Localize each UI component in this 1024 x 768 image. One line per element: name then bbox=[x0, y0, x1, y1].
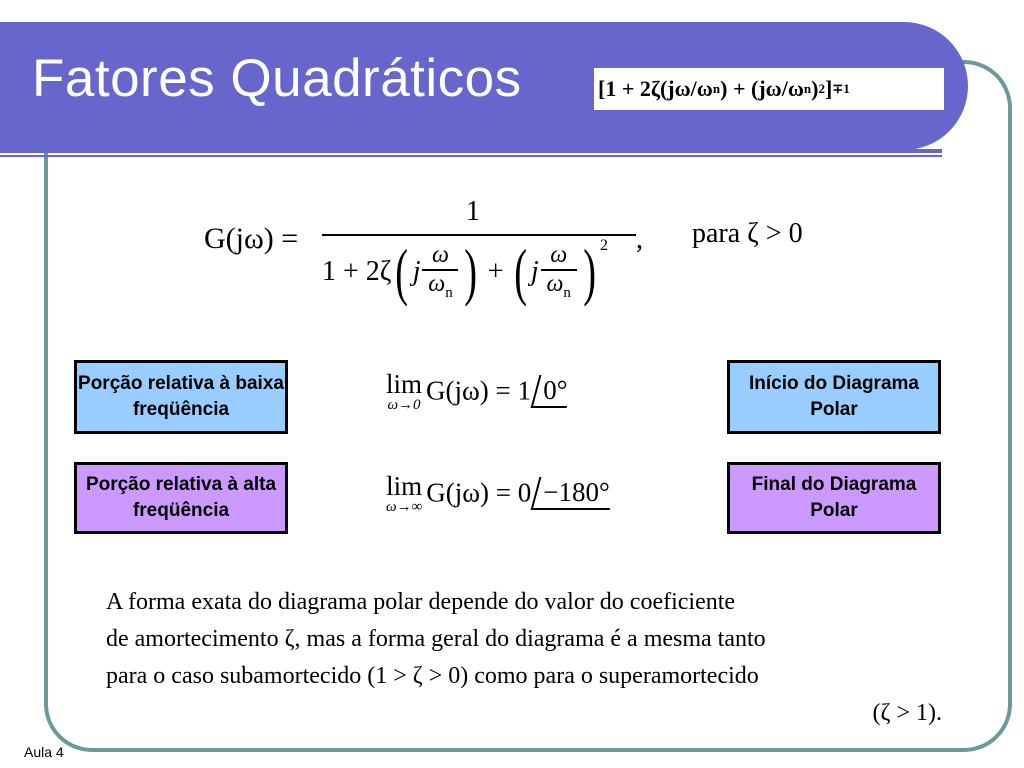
formula-lhs: G(jω) = bbox=[204, 222, 299, 255]
formula-condition: para ζ > 0 bbox=[692, 218, 803, 249]
explanation-paragraph: A forma exata do diagrama polar depende do valor do coeficiente de amortecimento ζ, mas a forma geral do diagrama é a mesma tanto para o caso subamortecido (1 > ζ > 0) como para o superamortecido (ζ > 1). bbox=[106, 589, 942, 726]
slide-footer: Aula 4 bbox=[24, 744, 64, 760]
title-underline-thin bbox=[0, 155, 942, 157]
low-frequency-limit: lim ω→0 G(jω) = 1 0° bbox=[386, 370, 571, 412]
high-frequency-limit: lim ω→∞ G(jω) = 0 −180° bbox=[386, 472, 614, 514]
title-formula: [1 + 2ζ(jω/ω n ) + (jω/ω n ) 2 ] ∓1 bbox=[594, 68, 944, 110]
formula-numerator: 1 bbox=[466, 196, 480, 227]
formula-denominator: 1 + 2ζ ( j $\frac{\omega}{\omega_n}$ ) + ( j $\frac{\omega}{\omega_n}$ ) $^2$ bbox=[322, 236, 608, 307]
transfer-function-formula: G(jω) = 1 1 + 2ζ ( j $\frac{\omega}{\omega_n}$ ) + ( j $\frac{\omega}{\omega_n}$ ) $^2$ , para ζ > 0 bbox=[204, 196, 803, 307]
title-underline bbox=[0, 149, 942, 153]
low-frequency-box: Porção relativa à baixa freqüência bbox=[74, 360, 288, 434]
polar-end-box: Final do Diagrama Polar bbox=[727, 462, 941, 534]
high-frequency-box: Porção relativa à alta freqüência bbox=[74, 462, 288, 534]
polar-start-box: Início do Diagrama Polar bbox=[727, 360, 941, 434]
slide-title: Fatores Quadráticos bbox=[32, 49, 522, 108]
